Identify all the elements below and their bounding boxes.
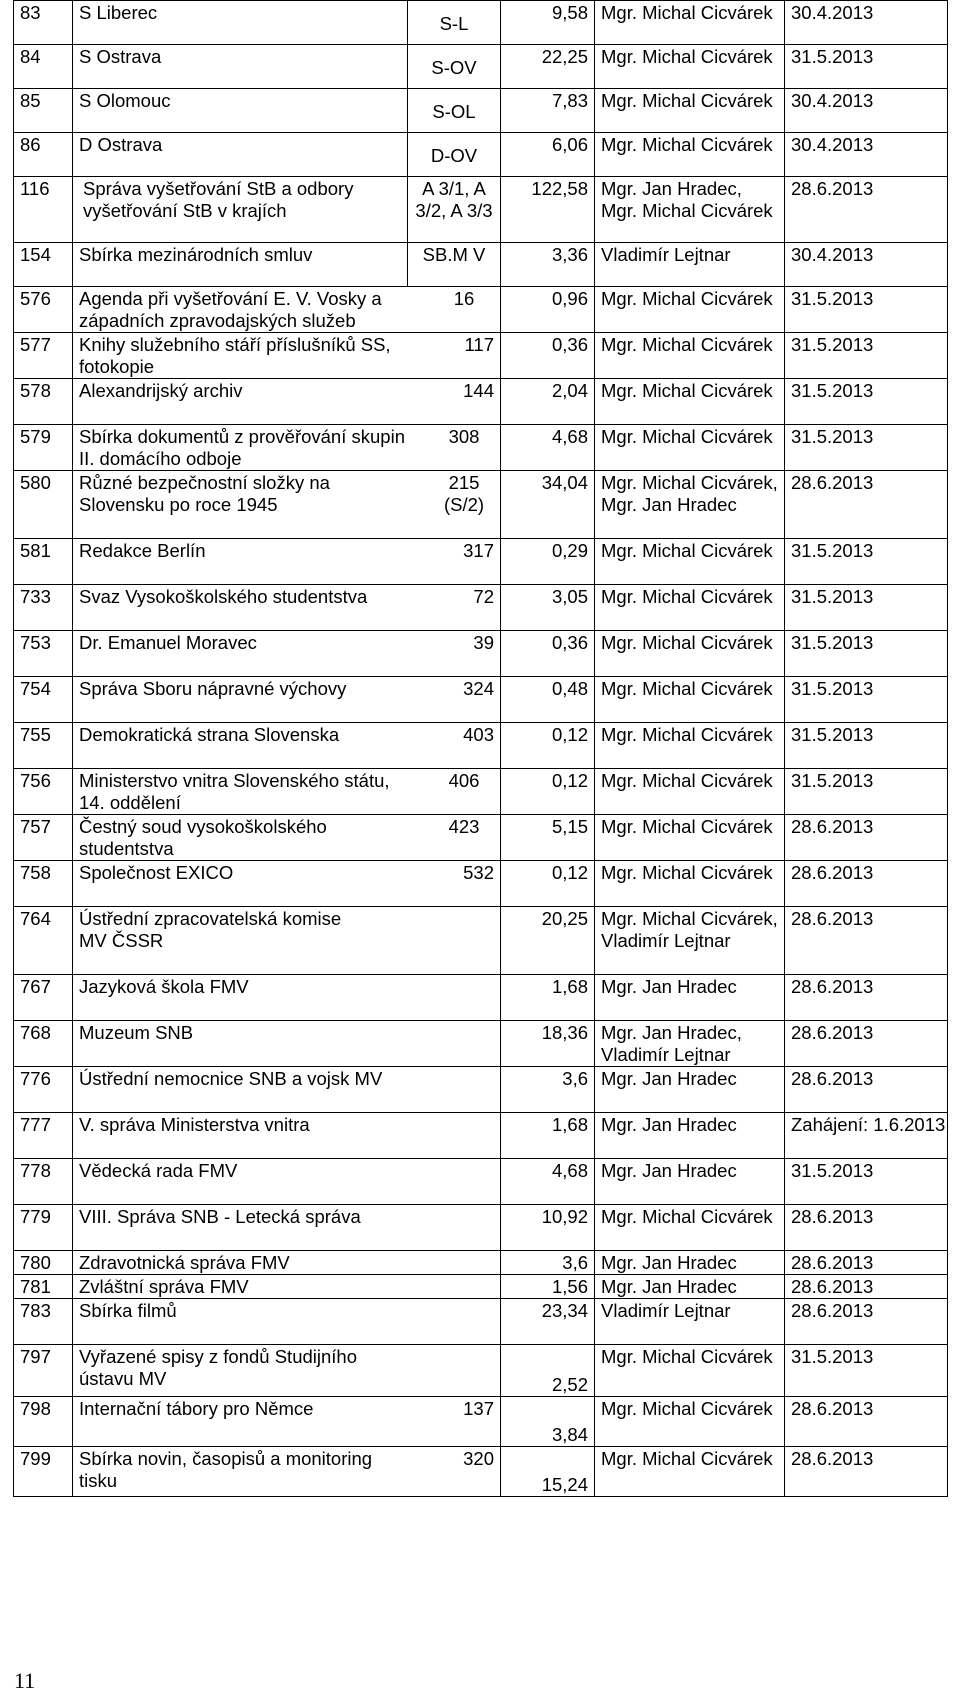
fond-number: 798 bbox=[14, 1397, 73, 1447]
table-row bbox=[14, 539, 948, 585]
fond-name-text: Sbírka novin, časopisů a monitoring tisku bbox=[79, 1448, 373, 1491]
fond-name: Zdravotnická správa FMV bbox=[73, 1251, 501, 1275]
fond-number: 797 bbox=[14, 1345, 73, 1397]
fond-name bbox=[73, 769, 501, 815]
table-row bbox=[14, 333, 948, 379]
fond-name: Sbírka mezinárodních smluv bbox=[73, 243, 408, 287]
fond-name bbox=[73, 539, 501, 585]
fond-name: V. správa Ministerstva vnitra bbox=[73, 1113, 501, 1159]
fond-date: 28.6.2013 bbox=[785, 861, 948, 907]
fond-processor: Mgr. Jan Hradec bbox=[595, 1159, 785, 1205]
fond-name bbox=[73, 471, 501, 539]
fond-number: 756 bbox=[14, 769, 73, 815]
fond-count: 16 bbox=[453, 288, 475, 309]
fond-count: 39 bbox=[473, 632, 494, 653]
fond-name bbox=[73, 1447, 501, 1497]
fond-name-text: Alexandrijský archiv bbox=[79, 380, 243, 401]
fond-processor: Mgr. Michal Cicvárek bbox=[595, 539, 785, 585]
fond-size: 3,84 bbox=[501, 1397, 595, 1447]
fond-processor: Mgr. Michal Cicvárek bbox=[595, 287, 785, 333]
fond-name bbox=[73, 1397, 501, 1447]
fond-count: 137 bbox=[463, 1398, 494, 1419]
table-row bbox=[14, 287, 948, 333]
fond-size: 15,24 bbox=[501, 1447, 595, 1497]
fond-date: 30.4.2013 bbox=[785, 1, 948, 45]
fond-processor: Mgr. Jan Hradec bbox=[595, 1251, 785, 1275]
fond-name-text: Ústřední zpracovatelská komise MV ČSSR bbox=[79, 908, 342, 951]
fond-name-text: Různé bezpečnostní složky na Slovensku po roce 1945 bbox=[79, 472, 330, 515]
fond-count: 320 bbox=[463, 1448, 494, 1469]
fond-name: Správa vyšetřování StB a odbory vyšetřování StB v krajích bbox=[73, 177, 408, 243]
table-row bbox=[14, 1275, 948, 1299]
fond-name-text: Správa Sboru nápravné výchovy bbox=[79, 678, 347, 699]
fond-name-text: Agenda při vyšetřování E. V. Vosky a západních zpravodajských služeb bbox=[79, 288, 382, 331]
fond-date: 31.5.2013 bbox=[785, 1345, 948, 1397]
table-row bbox=[14, 1205, 948, 1251]
fond-name bbox=[73, 585, 501, 631]
fond-number: 154 bbox=[14, 243, 73, 287]
fond-size: 3,36 bbox=[501, 243, 595, 287]
table-row bbox=[14, 1251, 948, 1275]
table-row bbox=[14, 861, 948, 907]
fond-signature: S-OL bbox=[408, 89, 501, 133]
fond-date: 28.6.2013 bbox=[785, 815, 948, 861]
fond-name: Zvláštní správa FMV bbox=[73, 1275, 501, 1299]
fond-date: 28.6.2013 bbox=[785, 1275, 948, 1299]
fond-processor: Mgr. Michal Cicvárek bbox=[595, 333, 785, 379]
fond-name: Muzeum SNB bbox=[73, 1021, 501, 1067]
fond-processor: Vladimír Lejtnar bbox=[595, 243, 785, 287]
table-row bbox=[14, 585, 948, 631]
fond-signature: D-OV bbox=[408, 133, 501, 177]
fond-size: 9,58 bbox=[501, 1, 595, 45]
fond-date: 31.5.2013 bbox=[785, 45, 948, 89]
fond-processor: Mgr. Michal Cicvárek bbox=[595, 379, 785, 425]
fond-count: 423 bbox=[448, 816, 480, 837]
fond-number: 768 bbox=[14, 1021, 73, 1067]
fond-name bbox=[73, 631, 501, 677]
fond-number: 777 bbox=[14, 1113, 73, 1159]
fond-size: 18,36 bbox=[501, 1021, 595, 1067]
fond-size: 0,12 bbox=[501, 723, 595, 769]
table-row bbox=[14, 1113, 948, 1159]
table-row bbox=[14, 1021, 948, 1067]
fond-number: 576 bbox=[14, 287, 73, 333]
fond-date: 28.6.2013 bbox=[785, 1021, 948, 1067]
fond-signature: A 3/1, A 3/2, A 3/3 bbox=[408, 177, 501, 243]
fond-date: 31.5.2013 bbox=[785, 287, 948, 333]
table-row bbox=[14, 177, 948, 243]
fond-name: Ústřední nemocnice SNB a vojsk MV bbox=[73, 1067, 501, 1113]
table-row bbox=[14, 769, 948, 815]
fond-size: 2,04 bbox=[501, 379, 595, 425]
fond-date: 30.4.2013 bbox=[785, 89, 948, 133]
fond-name: Sbírka filmů bbox=[73, 1299, 501, 1345]
fond-count: 324 bbox=[463, 678, 494, 699]
fond-name bbox=[73, 333, 501, 379]
fond-date: 31.5.2013 bbox=[785, 1159, 948, 1205]
page-number: 11 bbox=[14, 1668, 36, 1693]
fond-name-text: Společnost EXICO bbox=[79, 862, 234, 883]
fond-count: 532 bbox=[463, 862, 494, 883]
fond-processor: Mgr. Michal Cicvárek bbox=[595, 769, 785, 815]
fond-size: 0,12 bbox=[501, 861, 595, 907]
fond-processor: Mgr. Jan Hradec bbox=[595, 1275, 785, 1299]
fond-processor: Mgr. Michal Cicvárek bbox=[595, 1447, 785, 1497]
fond-date: 30.4.2013 bbox=[785, 243, 948, 287]
fond-processor: Mgr. Michal Cicvárek bbox=[595, 89, 785, 133]
fond-count: 144 bbox=[463, 380, 494, 401]
fond-name: Vědecká rada FMV bbox=[73, 1159, 501, 1205]
fond-number: 778 bbox=[14, 1159, 73, 1205]
fond-name bbox=[73, 815, 501, 861]
fond-number: 578 bbox=[14, 379, 73, 425]
fond-processor: Mgr. Jan Hradec bbox=[595, 1113, 785, 1159]
fond-number: 780 bbox=[14, 1251, 73, 1275]
fond-date: 31.5.2013 bbox=[785, 425, 948, 471]
fond-number: 758 bbox=[14, 861, 73, 907]
fond-number: 85 bbox=[14, 89, 73, 133]
table-row bbox=[14, 45, 948, 89]
fond-number: 757 bbox=[14, 815, 73, 861]
fond-processor: Mgr. Jan Hradec bbox=[595, 975, 785, 1021]
table-row bbox=[14, 1299, 948, 1345]
fond-processor: Mgr. Michal Cicvárek bbox=[595, 585, 785, 631]
fond-name bbox=[73, 907, 501, 975]
table-row bbox=[14, 1447, 948, 1497]
fond-size: 6,06 bbox=[501, 133, 595, 177]
fond-date: 31.5.2013 bbox=[785, 333, 948, 379]
fond-name bbox=[73, 287, 501, 333]
fond-name-text: Vyřazené spisy z fondů Studijního ústavu MV bbox=[79, 1346, 358, 1389]
fond-processor: Mgr. Michal Cicvárek bbox=[595, 631, 785, 677]
fond-processor: Mgr. Michal Cicvárek bbox=[595, 677, 785, 723]
fond-size: 4,68 bbox=[501, 425, 595, 471]
fond-count: 317 bbox=[463, 540, 494, 561]
table-row bbox=[14, 677, 948, 723]
fond-date: Zahájení: 1.6.2013 bbox=[785, 1113, 948, 1159]
table-row bbox=[14, 1, 948, 45]
table-row bbox=[14, 1397, 948, 1447]
fond-date: 31.5.2013 bbox=[785, 585, 948, 631]
fond-processor: Mgr. Michal Cicvárek bbox=[595, 425, 785, 471]
fond-number: 781 bbox=[14, 1275, 73, 1299]
fond-size: 3,6 bbox=[501, 1067, 595, 1113]
fond-number: 755 bbox=[14, 723, 73, 769]
fond-number: 577 bbox=[14, 333, 73, 379]
fond-number: 783 bbox=[14, 1299, 73, 1345]
fond-processor: Mgr. Michal Cicvárek bbox=[595, 45, 785, 89]
fond-number: 776 bbox=[14, 1067, 73, 1113]
fond-processor: Mgr. Michal Cicvárek, Vladimír Lejtnar bbox=[595, 907, 785, 975]
fond-size: 23,34 bbox=[501, 1299, 595, 1345]
fond-size: 4,68 bbox=[501, 1159, 595, 1205]
fond-name-text: Sbírka dokumentů z prověřování skupin II. domácího odboje bbox=[79, 426, 405, 469]
fond-name bbox=[73, 861, 501, 907]
fond-name: S Ostrava bbox=[73, 45, 408, 89]
fond-number: 83 bbox=[14, 1, 73, 45]
fond-date: 31.5.2013 bbox=[785, 379, 948, 425]
fond-date: 28.6.2013 bbox=[785, 1251, 948, 1275]
fond-date: 31.5.2013 bbox=[785, 723, 948, 769]
fond-processor: Mgr. Michal Cicvárek bbox=[595, 815, 785, 861]
fond-date: 28.6.2013 bbox=[785, 177, 948, 243]
fond-size: 34,04 bbox=[501, 471, 595, 539]
fond-date: 28.6.2013 bbox=[785, 907, 948, 975]
fond-number: 581 bbox=[14, 539, 73, 585]
fond-name-text: Redakce Berlín bbox=[79, 540, 206, 561]
fond-size: 3,6 bbox=[501, 1251, 595, 1275]
fond-name-text: Demokratická strana Slovenska bbox=[79, 724, 340, 745]
fond-count: 403 bbox=[463, 724, 494, 745]
fond-size: 2,52 bbox=[501, 1345, 595, 1397]
fond-count: 72 bbox=[473, 586, 494, 607]
fond-processor: Mgr. Michal Cicvárek bbox=[595, 861, 785, 907]
table-row bbox=[14, 907, 948, 975]
fond-name-text: Knihy služebního stáří příslušníků SS, fotokopie bbox=[79, 334, 391, 377]
fond-size: 5,15 bbox=[501, 815, 595, 861]
fond-number: 799 bbox=[14, 1447, 73, 1497]
fond-processor: Mgr. Jan Hradec, Vladimír Lejtnar bbox=[595, 1021, 785, 1067]
fond-processor: Mgr. Michal Cicvárek bbox=[595, 1397, 785, 1447]
fond-number: 116 bbox=[14, 177, 73, 243]
fond-signature: SB.M V bbox=[408, 243, 501, 287]
fond-size: 0,96 bbox=[501, 287, 595, 333]
table-row bbox=[14, 89, 948, 133]
fond-size: 20,25 bbox=[501, 907, 595, 975]
fond-processor: Mgr. Michal Cicvárek bbox=[595, 1345, 785, 1397]
fond-name-text: Svaz Vysokoškolského studentstva bbox=[79, 586, 368, 607]
fond-number: 580 bbox=[14, 471, 73, 539]
fond-signature: S-OV bbox=[408, 45, 501, 89]
fond-processor: Vladimír Lejtnar bbox=[595, 1299, 785, 1345]
fond-date: 31.5.2013 bbox=[785, 769, 948, 815]
fond-number: 579 bbox=[14, 425, 73, 471]
fond-name-text: Internační tábory pro Němce bbox=[79, 1398, 314, 1419]
fond-processor: Mgr. Michal Cicvárek bbox=[595, 1205, 785, 1251]
fond-number: 767 bbox=[14, 975, 73, 1021]
fond-size: 1,68 bbox=[501, 1113, 595, 1159]
table-row bbox=[14, 133, 948, 177]
fond-name bbox=[73, 379, 501, 425]
fond-date: 28.6.2013 bbox=[785, 1397, 948, 1447]
fond-size: 22,25 bbox=[501, 45, 595, 89]
table-row bbox=[14, 815, 948, 861]
table-row bbox=[14, 1345, 948, 1397]
fond-processor: Mgr. Michal Cicvárek bbox=[595, 1, 785, 45]
fond-date: 28.6.2013 bbox=[785, 1067, 948, 1113]
fond-count: 117 bbox=[464, 334, 494, 355]
fond-processor: Mgr. Michal Cicvárek, Mgr. Jan Hradec bbox=[595, 471, 785, 539]
fond-date: 28.6.2013 bbox=[785, 1299, 948, 1345]
fond-processor: Mgr. Jan Hradec, Mgr. Michal Cicvárek bbox=[595, 177, 785, 243]
fond-count: 308 bbox=[448, 426, 480, 447]
fond-name: Jazyková škola FMV bbox=[73, 975, 501, 1021]
fond-processor: Mgr. Michal Cicvárek bbox=[595, 133, 785, 177]
fond-number: 754 bbox=[14, 677, 73, 723]
fond-date: 28.6.2013 bbox=[785, 1447, 948, 1497]
fond-date: 28.6.2013 bbox=[785, 471, 948, 539]
table-row bbox=[14, 631, 948, 677]
fond-name: D Ostrava bbox=[73, 133, 408, 177]
fond-name: S Olomouc bbox=[73, 89, 408, 133]
table-row bbox=[14, 1159, 948, 1205]
fond-count: 215 (S/2) bbox=[443, 472, 485, 515]
fond-date: 31.5.2013 bbox=[785, 677, 948, 723]
fond-count: 406 bbox=[448, 770, 480, 791]
fond-date: 28.6.2013 bbox=[785, 975, 948, 1021]
fond-size: 122,58 bbox=[501, 177, 595, 243]
fond-number: 753 bbox=[14, 631, 73, 677]
fond-number: 86 bbox=[14, 133, 73, 177]
table-row bbox=[14, 471, 948, 539]
fond-name: VIII. Správa SNB - Letecká správa bbox=[73, 1205, 501, 1251]
table-row bbox=[14, 975, 948, 1021]
archive-fonds-table bbox=[13, 0, 948, 1497]
fond-date: 31.5.2013 bbox=[785, 631, 948, 677]
fond-size: 0,36 bbox=[501, 333, 595, 379]
table-row bbox=[14, 379, 948, 425]
fond-size: 1,56 bbox=[501, 1275, 595, 1299]
fond-date: 31.5.2013 bbox=[785, 539, 948, 585]
fond-signature: S-L bbox=[408, 1, 501, 45]
fond-number: 733 bbox=[14, 585, 73, 631]
table-row bbox=[14, 1067, 948, 1113]
fond-name bbox=[73, 723, 501, 769]
fond-name bbox=[73, 425, 501, 471]
fond-name bbox=[73, 677, 501, 723]
fond-size: 1,68 bbox=[501, 975, 595, 1021]
fond-name-text: Ministerstvo vnitra Slovenského státu, 14. oddělení bbox=[79, 770, 390, 813]
fond-name bbox=[73, 1345, 501, 1397]
fond-name-text: Dr. Emanuel Moravec bbox=[79, 632, 257, 653]
fond-size: 3,05 bbox=[501, 585, 595, 631]
fond-size: 0,12 bbox=[501, 769, 595, 815]
fond-size: 7,83 bbox=[501, 89, 595, 133]
fond-name-text: Čestný soud vysokoškolského studentstva bbox=[79, 816, 327, 859]
fond-number: 764 bbox=[14, 907, 73, 975]
fond-processor: Mgr. Jan Hradec bbox=[595, 1067, 785, 1113]
fond-size: 10,92 bbox=[501, 1205, 595, 1251]
fond-date: 30.4.2013 bbox=[785, 133, 948, 177]
fond-date: 28.6.2013 bbox=[785, 1205, 948, 1251]
fond-size: 0,29 bbox=[501, 539, 595, 585]
fond-number: 84 bbox=[14, 45, 73, 89]
table-row bbox=[14, 425, 948, 471]
fond-processor: Mgr. Michal Cicvárek bbox=[595, 723, 785, 769]
fond-number: 779 bbox=[14, 1205, 73, 1251]
table-row bbox=[14, 723, 948, 769]
fond-name: S Liberec bbox=[73, 1, 408, 45]
table-row bbox=[14, 243, 948, 287]
fond-size: 0,48 bbox=[501, 677, 595, 723]
fond-size: 0,36 bbox=[501, 631, 595, 677]
